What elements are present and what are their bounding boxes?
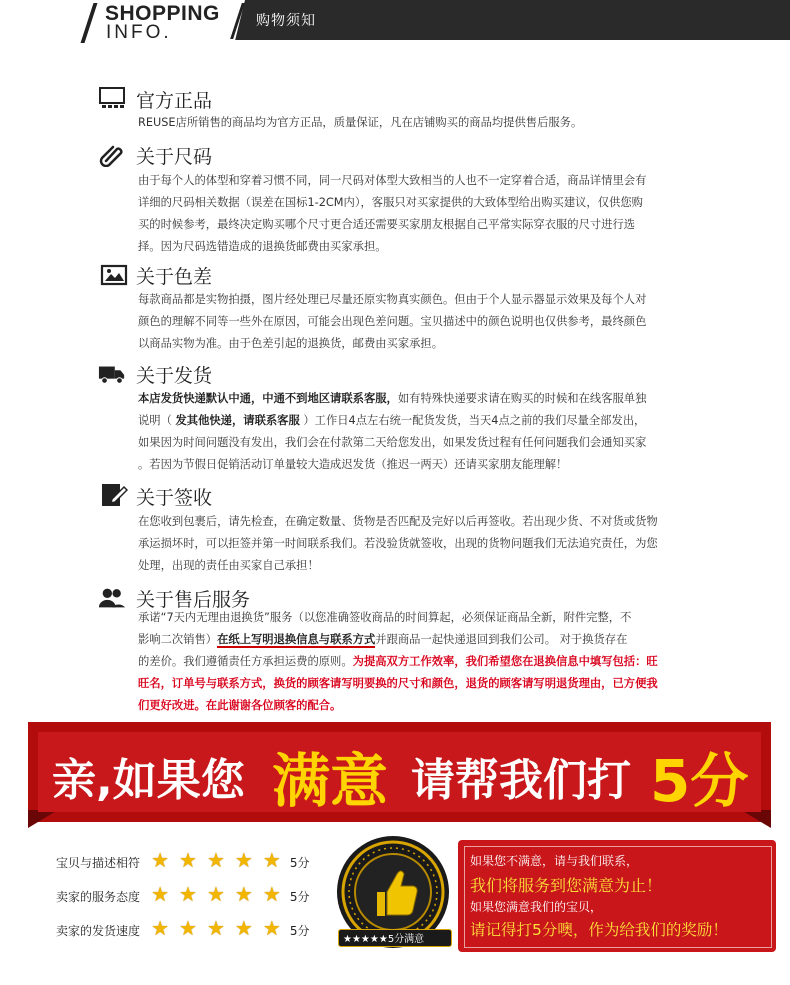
star-icon: ★ [206,916,225,940]
section-title: 关于售后服务 [136,589,251,611]
badge-label: ★★★★★5分满意 [343,934,425,945]
rating-score: 5分 [289,856,310,870]
image-icon [100,263,128,291]
bold-text: 发其他快递，请联系客服 [175,414,300,427]
section-text: REUSE店所销售的商品均为官方正品，质量保证，凡在店铺购买的商品均提供售后服务。 [138,116,583,129]
section-title: 关于色差 [136,266,213,288]
text-line: 每款商品都是实物拍摄，图片经处理已尽量还原实物真实颜色。但由于个人显示器显示效果及每个人对 [138,293,647,306]
text-line: 在您收到包裹后，请先检查，在确定数量、货物是否匹配及完好以后再签收。若出现少货、不对货或货物 [138,515,658,528]
header-title: 购物须知 [256,13,316,29]
text: 如有特殊快递要求请在购买的时候和在线客服单独 [397,392,647,405]
star-icon: ★ [234,848,253,872]
star-icon: ★ [262,916,281,940]
star-icon: ★ [206,848,225,872]
star-icon: ★ [179,882,197,906]
red-text-line: 们更好改进。在此谢谢各位顾客的配合。 [138,699,342,712]
text: ）工作日4点左右统一配货发货，当天4点之前的我们尽量全部发出， [299,414,646,427]
users-icon [98,586,126,614]
rating-label: 卖家的发货速度 [56,924,141,938]
banner-text: 请帮我们打 [411,755,631,806]
star-icon: ★ [234,882,253,906]
section-text [138,289,646,355]
section-text [138,607,658,717]
text: 的差价。我们遵循责任方承担运费的原则。 [138,655,353,668]
section-title: 关于尺码 [136,146,213,168]
rating-score: 5分 [289,890,310,904]
star-icon: ★ [234,916,253,940]
header-info: INFO. [106,22,172,43]
banner-highlight: 满意 [272,747,389,815]
text-line [138,651,658,673]
text-line: 如果因为时间问题没有发出，我们会在付款第二天给您发出，如果发货过程有任何问题我们会通知买家 [138,436,647,449]
message-line: 请记得打5分噢，作为给我们的奖励！ [470,921,728,939]
text-line: 处理，出现的责任由买家自己承担！ [138,559,319,572]
text-line: 。若因为节假日促销活动订单量较大造成迟发货（推迟一两天）还请买家朋友能理解！ [138,458,568,471]
rating-score: 5分 [289,924,310,938]
rating-label: 卖家的服务态度 [56,890,141,904]
star-icon: ★ [151,848,170,872]
text: 影响二次销售） [138,633,218,646]
section-title: 关于签收 [136,487,213,509]
paperclip-icon [98,143,126,171]
star-icon: ★ [151,916,170,940]
red-text: 为提高双方工作效率，我们希望您在退换信息中填写包括：旺 [352,655,658,668]
text-line: 买的时候参考，最终决定购买哪个尺寸更合适还需要买家朋友根据自己平常实际穿衣服的尺寸进行选 [138,218,636,231]
text-line: 择。因为尺码选错造成的退换货邮费由买家承担。 [138,240,387,253]
star-icon: ★ [179,916,197,940]
banner-fold [28,810,58,828]
star-icon: ★ [206,882,225,906]
banner-text: 亲,如果您 [52,755,245,806]
section-text [138,511,658,577]
section-title: 关于发货 [136,365,213,387]
text-line [138,629,658,651]
message-line: 如果您满意我们的宝贝， [470,900,603,914]
text-line: 承诺“7天内无理由退换货”服务（以您准确签收商品的时间算起，必须保证商品全新，附件完整，不 [138,611,632,624]
rating-label: 宝贝与描述相符 [56,856,141,870]
header-shopping: SHOPPING [105,2,220,25]
star-icon: ★ [151,882,170,906]
text-line: 以商品实物为准。由于色差引起的退换货，邮费由买家承担。 [138,337,444,350]
text-line: 由于每个人的体型和穿着习惯不同，同一尺码对体型大致相当的人也不一定穿着合适，商品详情里会有 [138,174,647,187]
truck-icon [98,362,126,390]
section-text [138,170,646,258]
star-icon: ★ [262,882,281,906]
text-line [138,388,646,410]
section-text [138,388,646,476]
rating-row [56,884,310,905]
text-line: 颜色的理解不同等一些外在原因，可能会出现色差问题。宝贝描述中的颜色说明也仅供参考，最终颜色 [138,315,647,328]
message-line: 如果您不满意，请与我们联系， [470,854,639,868]
text-line: 详细的尺码相关数据（误差在国标1-2CM内），客服只对买家提供的大致体型给出购买建议，仅供您购 [138,196,643,209]
rating-row [56,918,310,939]
text-line [138,410,646,432]
underlined-text: 在纸上写明退换信息与联系方式 [217,633,376,646]
star-icon: ★ [179,848,197,872]
sign-icon [100,483,128,511]
section-title: 官方正品 [136,90,213,112]
banner-highlight: 5分 [650,747,749,815]
message-line: 我们将服务到您满意为止！ [470,876,663,895]
monitor-icon [98,86,126,114]
rating-row [56,850,310,871]
star-icon: ★ [262,848,281,872]
bold-text: 本店发货快递默认中通，中通不到地区请联系客服， [138,392,398,405]
text-line: 承运损坏时，可以拒签并第一时间联系我们。若没验货就签收，出现的货物问题我们无法追究责任，为您 [138,537,658,550]
text: 并跟商品一起快递退回到我们公司。 对于换货存在 [375,633,628,646]
text: 说明（ [138,414,176,427]
red-text-line: 旺名，订单号与联系方式，换货的顾客请写明要换的尺寸和颜色，退货的顾客请写明退货理由，已方便我 [138,677,658,690]
